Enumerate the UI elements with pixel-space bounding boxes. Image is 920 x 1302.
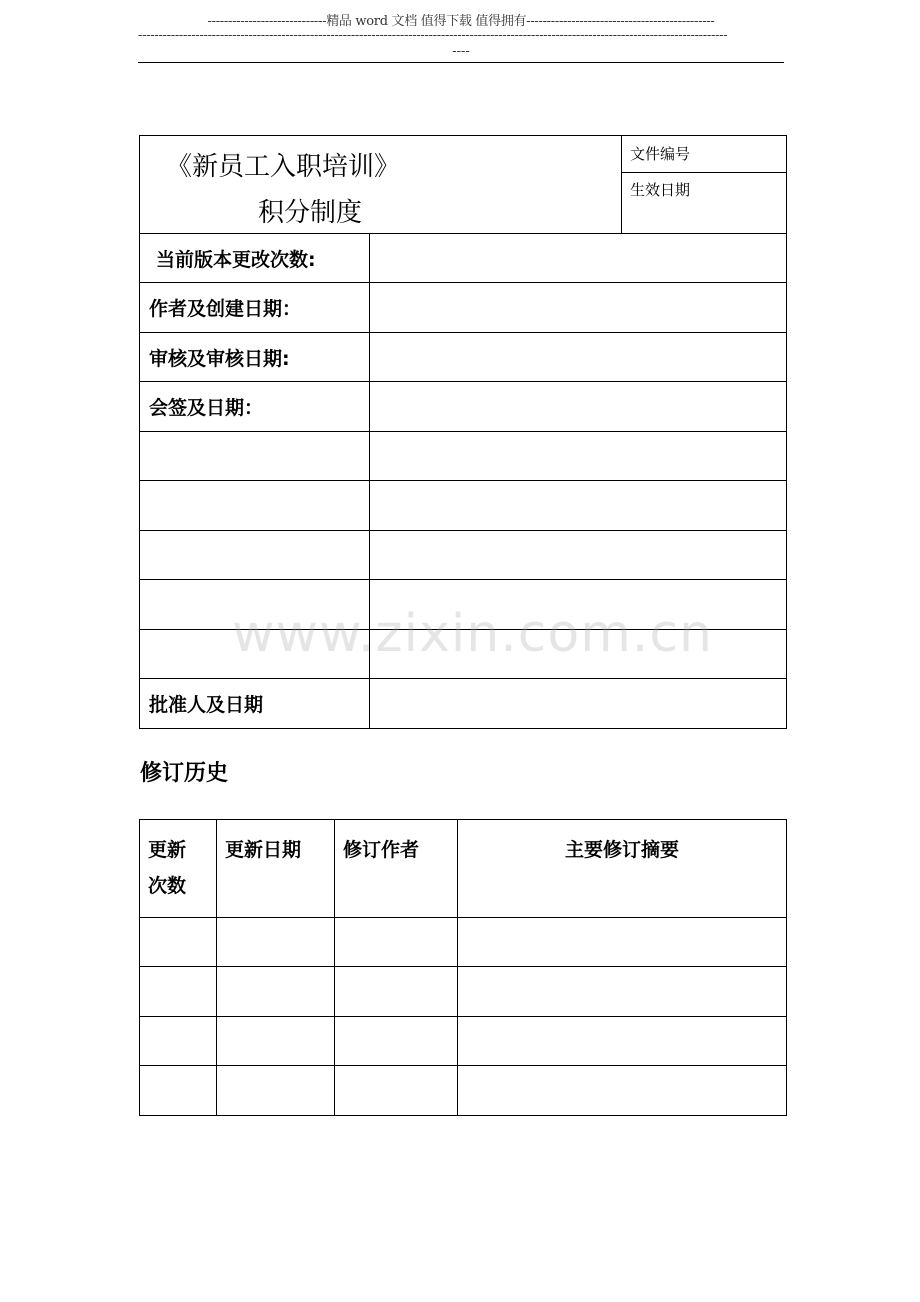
effective-date-label: 生效日期 xyxy=(630,181,691,199)
document-title-line1: 《新员工入职培训》 xyxy=(166,152,401,182)
row-label-review-date: 审核及审核日期: xyxy=(140,333,370,382)
header-update-count-line1: 更新 xyxy=(148,839,187,861)
rev-cell[interactable] xyxy=(140,1017,217,1066)
document-meta-cell xyxy=(622,136,787,234)
row-value-blank-2[interactable] xyxy=(370,481,787,531)
row-label-approver-date: 批准人及日期 xyxy=(140,679,370,729)
rev-cell[interactable] xyxy=(458,1017,787,1066)
header-update-date: 更新日期 xyxy=(217,820,335,918)
row-value-approver-date[interactable] xyxy=(370,679,787,729)
page-header-dashes: ------------------------------------------------------------------------------------------------------------------------------------------------ xyxy=(138,28,728,42)
row-label-blank-3 xyxy=(140,531,370,580)
header-update-count-line2: 次数 xyxy=(148,875,187,897)
revision-history-title: 修订历史 xyxy=(140,761,229,786)
row-label-version-changes: 当前版本更改次数: xyxy=(140,234,370,283)
rev-cell[interactable] xyxy=(217,1066,335,1116)
header-revision-summary: 主要修订摘要 xyxy=(458,820,787,918)
watermark: www.zixin.com.cn xyxy=(232,604,713,664)
rev-cell[interactable] xyxy=(335,1017,458,1066)
document-title-cell xyxy=(140,136,622,234)
row-label-blank-2 xyxy=(140,481,370,531)
header-update-count xyxy=(140,820,217,918)
rev-cell[interactable] xyxy=(335,967,458,1017)
row-value-blank-3[interactable] xyxy=(370,531,787,580)
rev-cell[interactable] xyxy=(335,918,458,967)
rev-cell[interactable] xyxy=(217,967,335,1017)
rev-cell[interactable] xyxy=(217,1017,335,1066)
row-value-author-date[interactable] xyxy=(370,283,787,333)
revision-history-table xyxy=(139,819,787,1116)
rev-cell[interactable] xyxy=(140,1066,217,1116)
header-revision-author: 修订作者 xyxy=(335,820,458,918)
doc-number-label: 文件编号 xyxy=(622,136,786,173)
row-value-review-date[interactable] xyxy=(370,333,787,382)
row-value-blank-1[interactable] xyxy=(370,432,787,481)
rev-cell[interactable] xyxy=(335,1066,458,1116)
header-rule xyxy=(138,62,784,63)
document-title-line2: 积分制度 xyxy=(258,198,363,228)
rev-cell[interactable] xyxy=(458,918,787,967)
row-value-countersign-date[interactable] xyxy=(370,382,787,432)
rev-cell[interactable] xyxy=(217,918,335,967)
rev-cell[interactable] xyxy=(140,967,217,1017)
row-value-version-changes[interactable] xyxy=(370,234,787,283)
rev-cell[interactable] xyxy=(458,1066,787,1116)
row-label-blank-1 xyxy=(140,432,370,481)
rev-cell[interactable] xyxy=(140,918,217,967)
page-header-banner: -----------------------------精品 word 文档 值得下载 值得拥有---------------------------------------------- xyxy=(207,14,715,29)
page-header-dashes-end: ---- xyxy=(452,44,470,59)
rev-cell[interactable] xyxy=(458,967,787,1017)
row-label-author-date: 作者及创建日期： xyxy=(140,283,370,333)
row-label-countersign-date: 会签及日期： xyxy=(140,382,370,432)
